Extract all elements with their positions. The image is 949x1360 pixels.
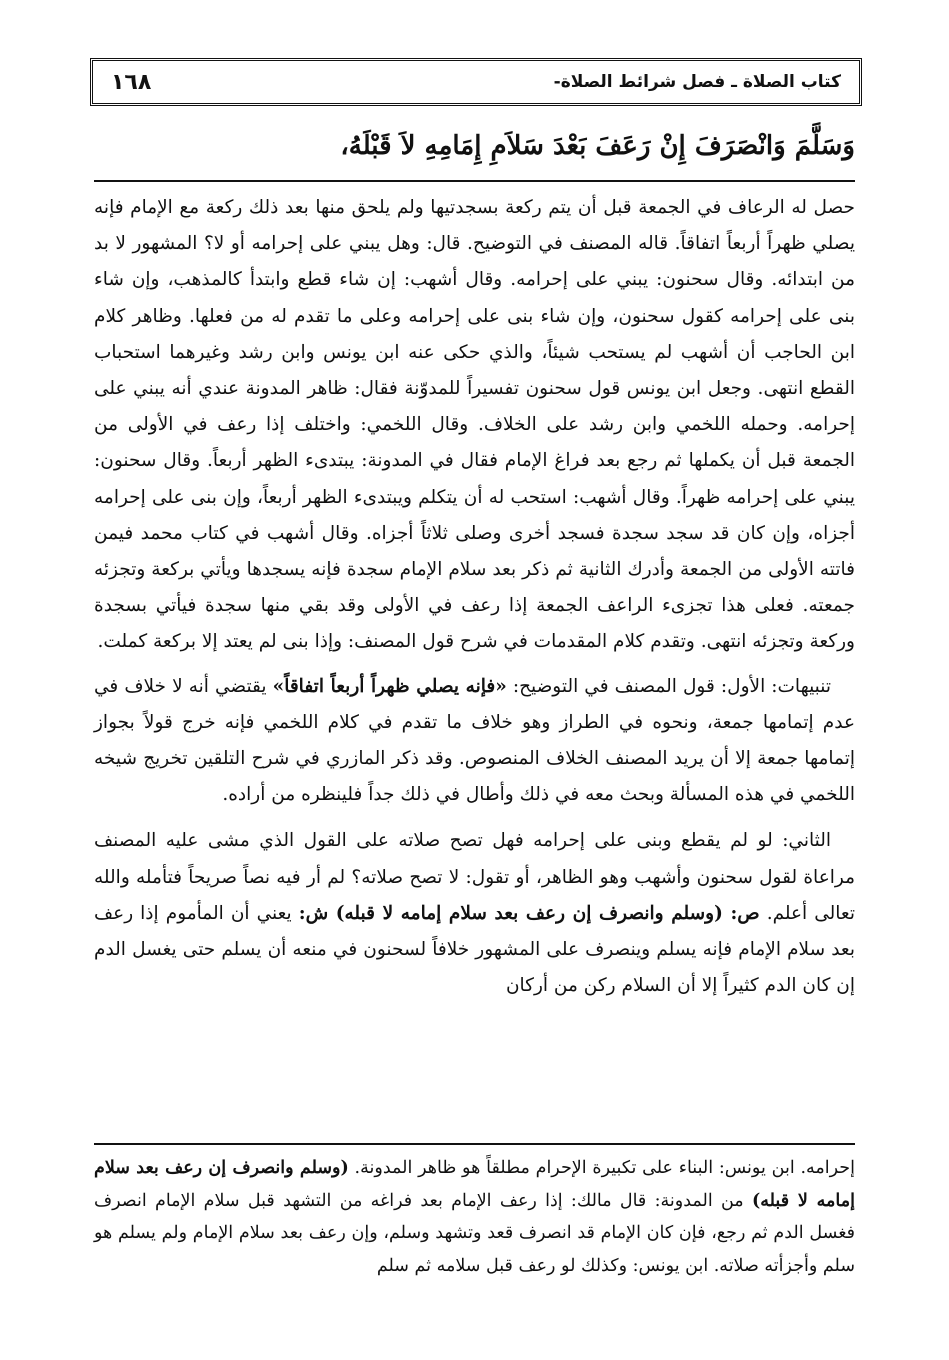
commentary-body: [94, 190, 855, 1014]
second-rest: يعني أن المأموم إذا رعف بعد سلام الإمام فإنه يسلم وينصرف على المشهور خلافاً لسحنون في منعه أن يسلم حتى يغسل الدم إن كان الدم كثيراً إلا أن السلام ركن من أركان: [94, 902, 855, 997]
second-lead: الثاني: لو لم يقطع وبنى على إحرامه فهل تصح صلاته على القول الذي مشى عليه المصنف مراعاة لقول سحنون وأشهب وهو الظاهر، أو تقول: لا تصح صلاته؟ لم أر فيه نصاً صريحاً فتأمله والله تعالى أعلم.: [94, 830, 856, 924]
footnote-lead: إحرامه. ابن يونس: البناء على تكبيرة الإحرام مطلقاً هو ظاهر المدونة.: [348, 1158, 855, 1178]
paragraph-1: حصل له الرعاف في الجمعة قبل أن يتم ركعة بسجدتيها ولم يلحق منها بعد ذلك ركعة مع الإمام فإنه يصلي ظهراً أربعاً اتفاقاً. قاله المصنف في التوضيح. قال: وهل يبني على إحرامه أو لا؟ المشهور لا بد من ابتدائه. وقال سحنون: يبني على إحرامه. وقال أشهب: إن شاء قطع وابتدأ كالمذهب، وإن شاء بنى على إحرامه كقول سحنون، وإن شاء بنى على إحرامه وعلى ما تقدم له من فعلها. وظاهر كلام ابن الحاجب أن أشهب لم يستحب شيئاً، والذي حكى عنه ابن يونس وابن رشد وغيرهما استحباب القطع انتهى. وجعل ابن يونس قول سحنون تفسيراً للمدوّنة فقال: ظاهر المدونة عندي أنه يبني على إحرامه. وحمله اللخمي وابن رشد على الخلاف. وقال اللخمي: واختلف إذا رعف في الأولى من الجمعة قبل أن يكملها ثم رجع بعد فراغ الإمام فقال في المدونة: يبتدىء الظهر أربعاً. وقال سحنون: يبني على إحرامه ظهراً. وقال أشهب: استحب له أن يتكلم ويبتدىء الظهر أربعاً، وإن بنى على إحرامه أجزاه، وإن كان قد سجد سجدة فسجد أخرى وصلى ثلاثاً أجزاه. وقال أشهب في كتاب محمد فيمن فاتته الأولى من الجمعة وأدرك الثانية ثم ذكر بعد سلام الإمام سجدة فإنه يسجدها ويأتي بركعة وتجزئه جمعته. فعلى هذا تجزىء الراعف الجمعة إذا رعف في الأولى وقد بقي منها سجدة فيأتي بسجدة وركعة وتجزئه انتهى. وتقدم كلام المقدمات في شرح قول المصنف: وإذا بنى لم يعتد إلا بركعة كملت.: [94, 197, 855, 653]
tawdih-quote: «فإنه يصلي ظهراً أربعاً اتفاقاً»: [272, 675, 507, 697]
page-number: ١٦٨: [111, 69, 152, 95]
footnote-rest: من المدونة: قال مالك: إذا رعف الإمام بعد فراغه من التشهد قبل سلام الإمام انصرف فغسل الدم ثم رجع، فإن كان الإمام قد انصرف قعد وتشهد وسلم، وإن رعف بعد سلام الإمام ولم يسلم هو سلم وأجزأته صلاته. ابن يونس: وكذلك لو رعف قبل سلامه ثم سلم: [94, 1190, 855, 1276]
tanbihat-lead: تنبيهات: الأول: قول المصنف في التوضيح:: [506, 675, 831, 697]
sad-quote: ص: (وسلم وانصرف إن رعف بعد سلام إمامه لا قبله): [335, 902, 760, 924]
footnote-divider: [94, 1143, 855, 1145]
page-header: [90, 58, 862, 106]
matn-divider: [94, 180, 855, 182]
footnote-quote: (وسلم وانصرف إن رعف بعد سلام إمامه لا قبله): [94, 1158, 855, 1211]
footnote-paragraph: [94, 1152, 855, 1282]
paragraph-second: [94, 823, 855, 1004]
paragraph-tanbihat: [94, 669, 855, 814]
matn-line: وَسَلَّمَ وَانْصَرَفَ إِنْ رَعَفَ بَعْدَ سَلاَمِ إِمَامِهِ لاَ قَبْلَهُ،: [340, 131, 855, 161]
shin-marker: ش:: [298, 902, 336, 924]
footnote: [94, 1152, 855, 1282]
tanbihat-rest: يقتضي أنه لا خلاف في عدم إتمامها جمعة، ونحوه في الطراز وهو خلاف ما تقدم في كلام اللخمي فإنه خرج قولاً بجواز إتمامها جمعة إلا أن يريد المصنف الخلاف المنصوص. وقد ذكر المازري في شرح التلقين تخريج شيخه اللخمي في هذه المسألة وبحث معه في ذلك وأطال في ذلك جداً فلينظره من أراده.: [94, 675, 855, 806]
running-title: كتاب الصلاة ـ فصل شرائط الصلاة-: [553, 72, 841, 92]
